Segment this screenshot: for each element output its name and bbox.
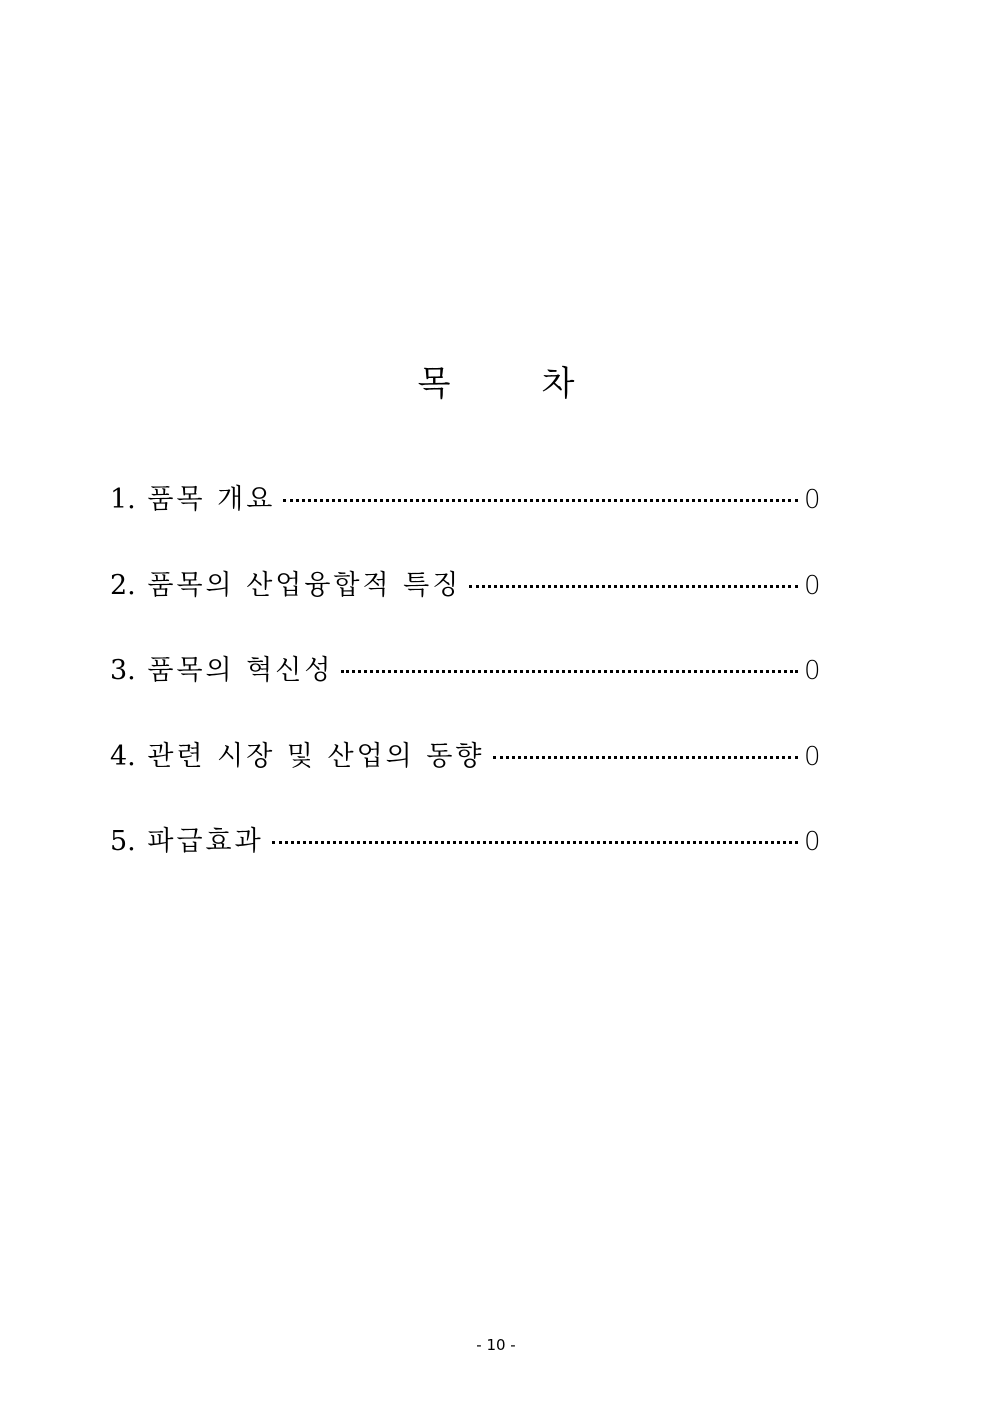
toc-entry-label: 파급효과	[147, 826, 264, 857]
toc-entry-number: 1.	[110, 484, 136, 515]
toc-leader-dots	[493, 756, 798, 759]
toc-entry-label: 품목의 산업융합적 특징	[147, 569, 462, 601]
toc-entry-number: 4.	[110, 740, 136, 772]
toc-entry-label: 품목의 혁신성	[147, 655, 334, 686]
toc-leader-dots	[341, 670, 798, 673]
toc-entry[interactable]	[110, 566, 820, 606]
page-title-char-2: 차	[541, 364, 575, 404]
page-number: - 10 -	[476, 1336, 516, 1354]
toc-entry-number: 3.	[110, 655, 136, 686]
toc-leader-dots	[283, 499, 798, 502]
toc-leader-dots	[469, 585, 798, 588]
toc-entry-label: 품목 개요	[147, 484, 276, 515]
toc-entry-number: 2.	[110, 569, 136, 601]
toc-entry-page: 0	[804, 570, 821, 601]
toc-entry-label: 관련 시장 및 산업의 동향	[147, 740, 485, 772]
toc-entry[interactable]	[110, 737, 820, 777]
toc-entry-page: 0	[804, 827, 821, 857]
toc-entry-page: 0	[804, 656, 821, 686]
toc-entry-number: 5.	[110, 826, 136, 857]
toc-leader-dots	[272, 841, 798, 844]
toc-entry-page: 0	[804, 485, 821, 515]
toc-entry[interactable]	[110, 480, 820, 520]
toc-entry[interactable]	[110, 822, 820, 862]
page-title	[0, 360, 992, 408]
page-title-char-1: 목	[417, 364, 451, 404]
table-of-contents	[110, 480, 820, 908]
toc-entry[interactable]	[110, 651, 820, 691]
toc-entry-page: 0	[804, 741, 821, 772]
